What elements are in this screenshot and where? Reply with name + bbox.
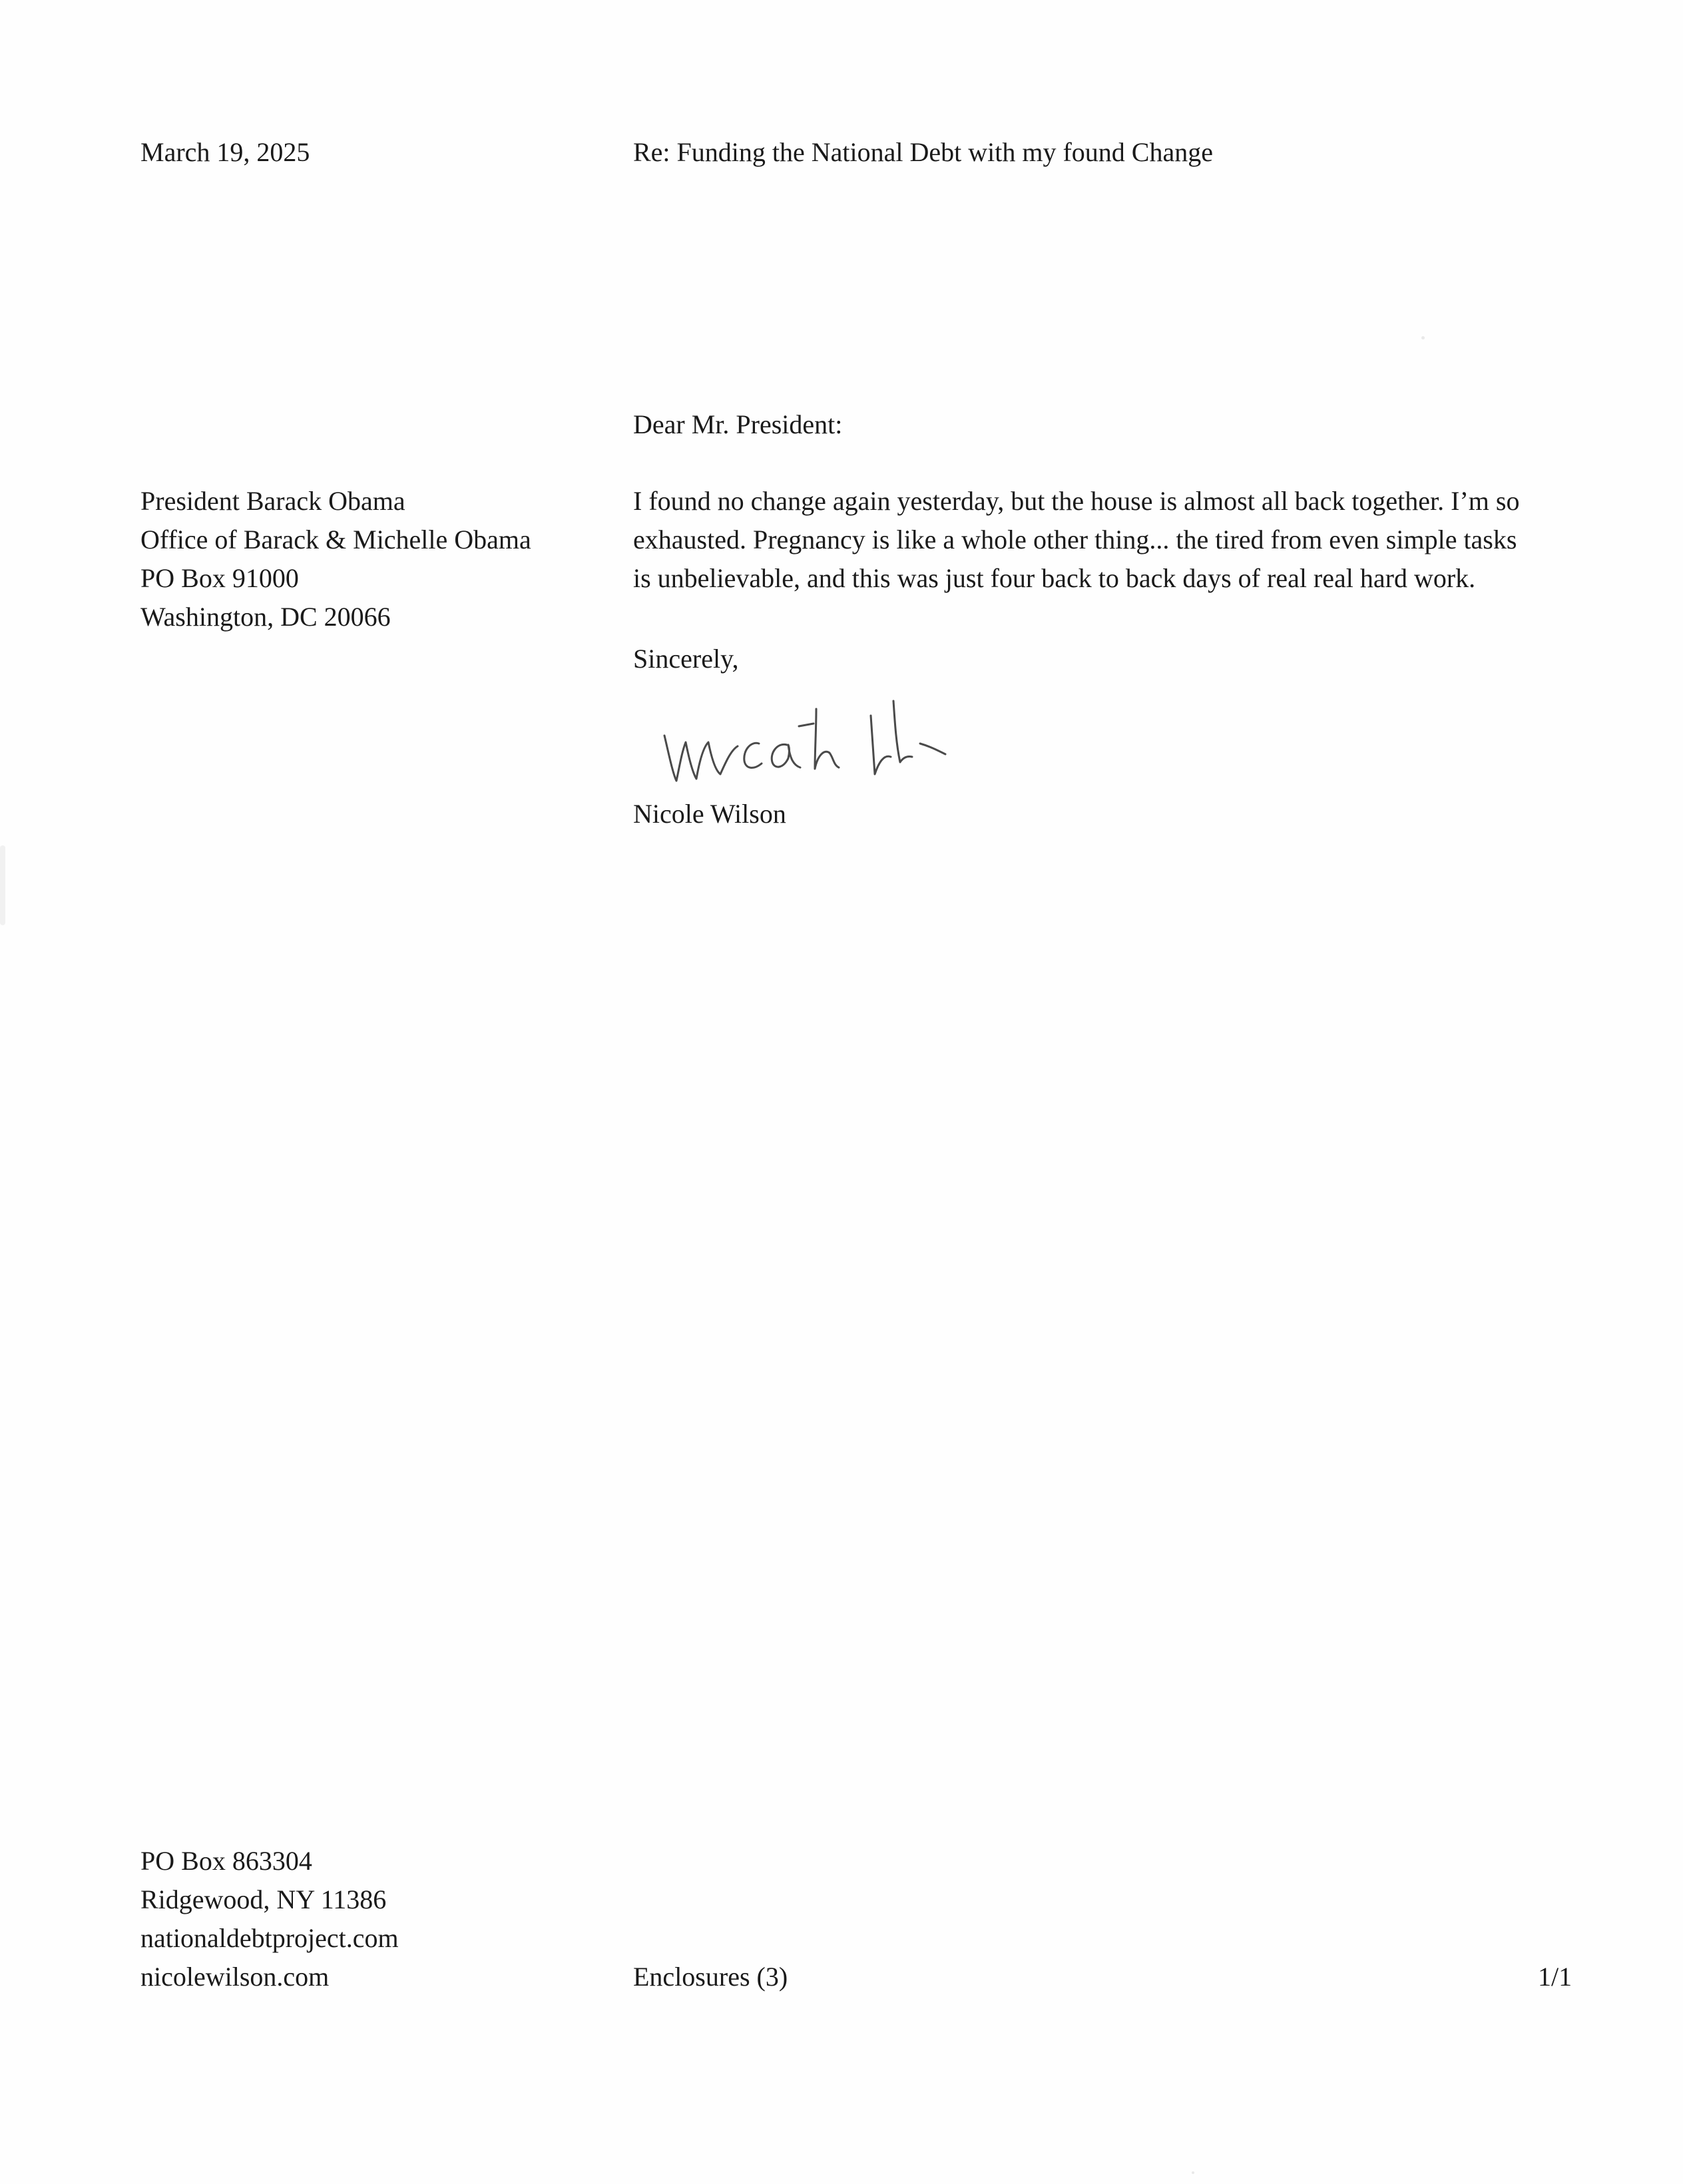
recipient-office: Office of Barack & Michelle Obama [140, 525, 531, 554]
sender-address [140, 1842, 399, 1996]
sender-city-state-zip: Ridgewood, NY 11386 [140, 1884, 387, 1914]
body-line: I found no change again yesterday, but the house is almost all back together. I’m so [633, 486, 1520, 516]
enclosures-note: Enclosures (3) [633, 1962, 788, 1992]
scan-speck [1421, 336, 1425, 339]
signer-name: Nicole Wilson [633, 799, 786, 829]
recipient-address [140, 482, 531, 636]
letter-date: March 19, 2025 [140, 137, 310, 167]
scan-shadow [0, 845, 5, 925]
recipient-po-box: PO Box 91000 [140, 563, 299, 593]
sender-website: nationaldebtproject.com [140, 1923, 399, 1953]
letter-body [633, 482, 1565, 598]
body-line: is unbelievable, and this was just four back to back days of real real hard work. [633, 563, 1476, 593]
recipient-city-state-zip: Washington, DC 20066 [140, 602, 391, 632]
sender-website: nicolewilson.com [140, 1962, 330, 1992]
closing: Sincerely, [633, 644, 739, 674]
salutation: Dear Mr. President: [633, 409, 843, 439]
page-number: 1/1 [1538, 1962, 1572, 1992]
body-line: exhausted. Pregnancy is like a whole other thing... the tired from even simple tasks [633, 525, 1517, 554]
recipient-name: President Barack Obama [140, 486, 405, 516]
handwritten-signature [659, 689, 1005, 795]
sender-po-box: PO Box 863304 [140, 1846, 312, 1876]
letter-subject: Re: Funding the National Debt with my found Change [633, 137, 1213, 167]
scan-speck [1192, 2171, 1194, 2174]
